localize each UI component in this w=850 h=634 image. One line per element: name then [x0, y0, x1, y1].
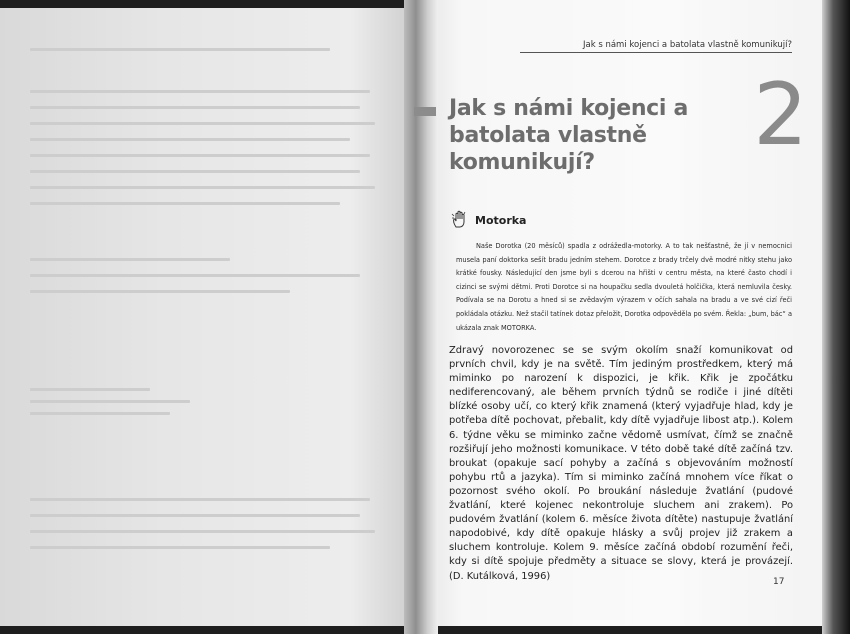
box-heading: Motorka [475, 214, 527, 227]
left-page-faded [0, 8, 412, 626]
show-through-line [30, 412, 170, 415]
chapter-number: 2 [753, 65, 808, 165]
show-through-line [30, 400, 190, 403]
show-through-line [30, 514, 360, 517]
chapter-title: Jak s námi kojenci a batolata vlastně komunikují? [449, 96, 689, 175]
show-through-line [30, 258, 230, 261]
show-through-line [30, 90, 370, 93]
show-through-line [30, 106, 360, 109]
show-through-line [30, 388, 150, 391]
show-through-line [30, 202, 340, 205]
page-number: 17 [773, 577, 785, 587]
show-through-line [30, 274, 360, 277]
show-through-line [30, 154, 370, 157]
running-head: Jak s námi kojenci a batolata vlastně komunikují? [520, 40, 792, 53]
body-text: Zdravý novorozenec se se svým okolím snaží komunikovat od prvních chvil, kdy je na světě. Tím jediným prostředkem, který má miminko po narození k dispozici, je křik. Křik je zpočátku nediferencovaný, ale během prvních týdnů se rodiče i jiné dítěti blízké osoby učí, co který křik znamená (který vyjadřuje hlad, kdy je potřeba dítě pochovat, přebalit, kdy dítě vyjadřuje libost atp.). Kolem 6. týdne věku se miminko začne vědomě usmívat, čímž se značně rozšiřují jeho možnosti komunikace. V této době také dítě začíná tzv. broukat (opakuje sací pohyby a začíná s objevováním možností pohybu rtů a jazyka). Tím si miminko začíná mnohem více říkat o pozornost svého okolí. Po broukání následuje žvatlání (pudové žvatlání, které kojenec nekontroluje sluchem ani zrakem). Po pudovém žvatlání (kolem 6. měsíce života dítěte) nastupuje žvatlání napodobivé, kdy dítě opakuje hlásky a svůj projev již zrakem a sluchem kontroluje. Kolem 9. měsíce začíná období rozumění řeči, kdy si dítě spojuje předměty a situace se slovy, která je provázejí. (D. Kutálková, 1996) [449, 345, 793, 582]
book-gutter [404, 0, 438, 634]
title-marker-bar [414, 107, 436, 116]
page-edge-shadow [822, 0, 850, 634]
show-through-line [30, 122, 375, 125]
show-through-line [30, 138, 350, 141]
show-through-line [30, 546, 330, 549]
show-through-line [30, 530, 375, 533]
show-through-line [30, 290, 290, 293]
show-through-line [30, 48, 330, 51]
show-through-line [30, 170, 360, 173]
box-story-text: Naše Dorotka (20 měsíců) spadla z odrážedla-motorky. A to tak nešťastně, že jí v nemocnici musela paní doktorka sešít bradu jedním stehem. Dorotce z brady trčely dvě modré nitky stehu jako krátké fousky. Následující den jsme byli s dcerou na hřišti v centru města, na které často chodí i cizinci se svými dětmi. Proti Dorotce si na houpačku sedla dvouletá holčička, která nemluvila česky. Podívala se na Dorotu a hned si se zvědavým výrazem v očích sahala na bradu a ve své cizí řeči pokládala otázku. Než stačil tatínek dotaz přeložit, Dorotka odpověděla po svém. Řekla: „bum, bác“ a ukázala znak MOTORKA. [456, 242, 792, 332]
show-through-line [30, 186, 375, 189]
show-through-line [30, 498, 370, 501]
hand-icon [451, 210, 469, 228]
